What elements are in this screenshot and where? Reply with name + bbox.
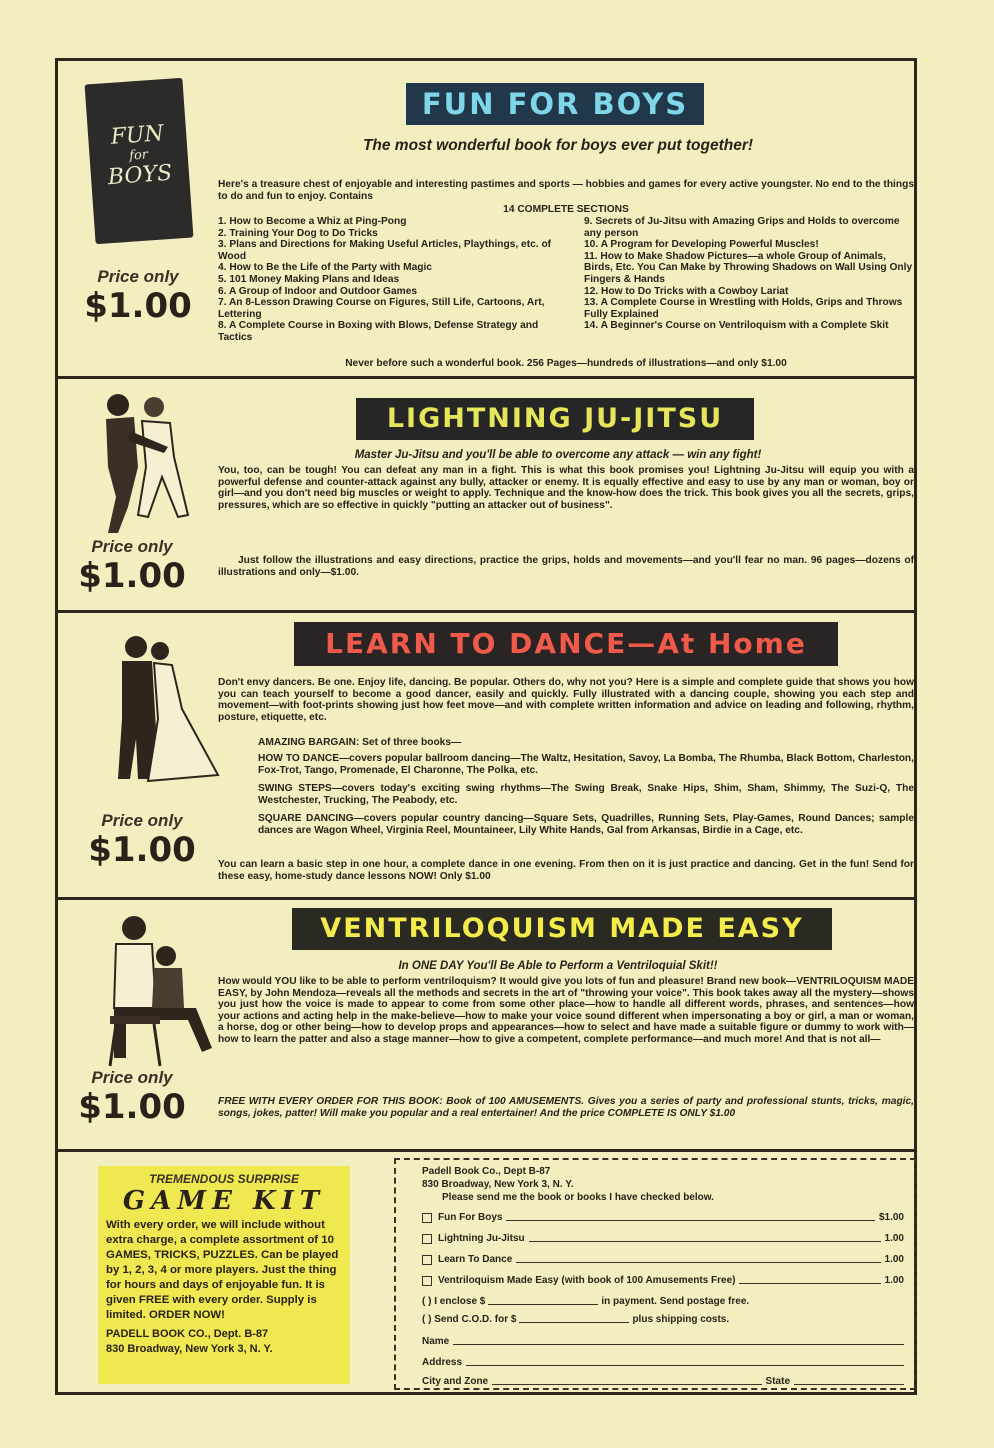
checkbox[interactable] <box>422 1234 432 1244</box>
list-item: 2. Training Your Dog to Do Tricks <box>218 227 378 239</box>
dance-closing: You can learn a basic step in one hour, a complete dance in one evening. From then on it is just practice and dancing. Get in the fun! Send for these easy, home-study dance lessons NOW! Only $1.00 <box>218 859 914 882</box>
dance-banner: LEARN TO DANCE—At Home <box>294 622 838 666</box>
list-item: 4. How to Be the Life of the Party with Magic <box>218 262 432 274</box>
ju-jitsu-body: You, too, can be tough! You can defeat any man in a fight. This is what this book promises you! Lightning Ju-Jitsu will equip you with a powerful defense and counter-attack against any bully, attacker or enemy. It is equally effective and easy to use by any man or woman, boy or girl—and you don't need big muscles or weight to apply. Technique and the know-how does the trick. This book gives you all the secrets, grips, pressures, which are so effective in quickly "putting an attacker out of business". <box>218 465 914 511</box>
ju-jitsu-price <box>72 537 192 595</box>
list-item: 12. How to Do Tricks with a Cowboy Lariat <box>584 285 789 297</box>
list-item: 1. How to Become a Whiz at Ping-Pong <box>218 216 407 227</box>
order-item-fun-for-boys[interactable] <box>422 1212 904 1223</box>
enclose-amount-field[interactable] <box>488 1304 598 1305</box>
order-item-label: Lightning Ju-Jitsu <box>438 1233 525 1244</box>
book-cover-title <box>87 120 189 193</box>
ventriloquist-illustration <box>86 908 226 1068</box>
dance-bargain: AMAZING BARGAIN: Set of three books— <box>258 737 462 748</box>
coupon-company: Padell Book Co., Dept B-87 <box>422 1166 551 1177</box>
price-value: $1.00 <box>84 286 192 326</box>
ventriloquism-banner: VENTRILOQUISM MADE EASY <box>292 908 832 950</box>
book-illustration <box>85 78 194 244</box>
game-kit-box <box>98 1166 350 1384</box>
dance-body: Don't envy dancers. Be one. Enjoy life, dancing. Be popular. Others do, why not you? Here is a simple and complete guide that shows you how you can teach yourself to become a good dancer, easily and quickly. Fully illustrated with a dancing couple, showing you each step and movement—with foot-prints showing just how feet move—and with complete written information and advice on leading and following, rhythm, posture, etiquette, etc. <box>218 677 914 723</box>
ventriloquism-section <box>58 900 914 1152</box>
option-bracket: ( ) <box>422 1296 435 1307</box>
checkbox[interactable] <box>422 1276 432 1286</box>
name-field[interactable] <box>453 1344 904 1345</box>
price-value: $1.00 <box>88 830 196 870</box>
state-field[interactable] <box>794 1384 904 1385</box>
city-state-row <box>422 1376 904 1387</box>
dance-book-3: SQUARE DANCING—covers popular country dancing—Square Sets, Quadrilles, Running Sets, Play-Games, Round Dances; sample dances are Wagon Wheel, Virginia Reel, Mountaineer, Lily White Hands, Gal from Arkansas, Birdie in a Cage, etc. <box>258 813 914 836</box>
list-item: 6. A Group of Indoor and Outdoor Games <box>218 285 418 297</box>
dance-section <box>58 613 914 900</box>
order-item-price: 1.00 <box>884 1233 904 1244</box>
name-label: Name <box>422 1336 450 1347</box>
dance-price <box>82 811 202 869</box>
sections-list-left <box>218 216 553 344</box>
order-item-label: Ventriloquism Made Easy (with book of 100 Amusements Free) <box>438 1275 736 1286</box>
ventriloquism-body: How would YOU like to be able to perform ventriloquism? It would give you lots of fun and pleasure! Brand new book—VENTRILOQUISM MADE EASY, by John Mendoza—reveals all the methods and secrets in the art of "throwing your voice". This book takes away all the mystery—shows you just how the voice is made to appear to come from some other place—how to handle all different words, phrases, and sentences—how your actions and acting help in the make-believe—how to make your voice sound different when impersonating a boy or girl, a man or woman, a horse, dog or other being—how to develop props and appearances—how to select and have made a suitable figure or dummy to work with—how to learn the patter and also a stage manner—how to give a competent, complete performance—and much more! And that is not all— <box>218 976 914 1045</box>
checkbox[interactable] <box>422 1255 432 1265</box>
game-kit-title: GAME KIT <box>122 1186 326 1216</box>
order-item-label: Learn To Dance <box>438 1254 513 1265</box>
list-item: 11. How to Make Shadow Pictures—a whole Group of Animals, Birds, Etc. You Can Make by Throwing Shadows on Wall Using Only Fingers & Hands <box>584 250 913 285</box>
list-item: 5. 101 Money Making Plans and Ideas <box>218 273 400 285</box>
enclose-label: I enclose $ <box>434 1296 486 1307</box>
book-title-line-3: BOYS <box>107 160 173 191</box>
leader-line <box>516 1262 880 1263</box>
price-label: Price only <box>91 1068 173 1087</box>
state-label: State <box>765 1376 790 1387</box>
cod-suffix: plus shipping costs. <box>632 1314 730 1325</box>
order-item-price: $1.00 <box>878 1212 904 1223</box>
address-label: Address <box>422 1357 463 1368</box>
order-item-price: 1.00 <box>884 1275 904 1286</box>
book-title-line-1: FUN <box>109 121 165 150</box>
city-label: City and Zone <box>422 1376 489 1387</box>
city-field[interactable] <box>492 1384 761 1385</box>
ju-jitsu-headline: Master Ju-Jitsu and you'll be able to overcome any attack — win any fight! <box>354 449 762 461</box>
checkbox[interactable] <box>422 1213 432 1223</box>
ju-jitsu-section <box>58 379 914 613</box>
list-item: 13. A Complete Course in Wrestling with Holds, Grips and Throws Fully Explained <box>584 297 903 320</box>
leader-line <box>506 1220 875 1221</box>
price-label: Price only <box>97 267 179 286</box>
order-item-price: 1.00 <box>884 1254 904 1265</box>
fun-for-boys-section <box>58 61 914 379</box>
address-field[interactable] <box>466 1365 904 1366</box>
price-value: $1.00 <box>78 1087 186 1127</box>
order-item-ventriloquism[interactable] <box>422 1275 904 1286</box>
book-title-line-2: for <box>128 147 149 164</box>
dance-book-2: SWING STEPS—covers today's exciting swing rhythms—The Swing Break, Snake Hips, Shim, Sham, Shimmy, The Suzi-Q, The Westchester, Trucking, The Peabody, etc. <box>258 783 914 806</box>
ventriloquism-headline: In ONE DAY You'll Be Able to Perform a Ventriloquial Skit!! <box>398 960 718 972</box>
fun-for-boys-intro: Here's a treasure chest of enjoyable and interesting pastimes and sports — hobbies and games for every active youngster. No end to the things to do and fun to enjoy. Contains <box>218 179 914 202</box>
ventriloquism-free-offer: FREE WITH EVERY ORDER FOR THIS BOOK: Book of 100 AMUSEMENTS. Gives you a series of party and professional stunts, tricks, magic, songs, jokes, patter! Will make you popular and a real entertainer! And the price COMPLETE IS ONLY $1.00 <box>218 1096 914 1119</box>
fun-for-boys-banner: FUN FOR BOYS <box>406 83 704 125</box>
fun-for-boys-headline: The most wonderful book for boys ever put together! <box>362 137 754 154</box>
ju-jitsu-closing: Just follow the illustrations and easy directions, practice the grips, holds and movements—and you'll fear no man. 96 pages—dozens of illustrations and only—$1.00. <box>218 555 914 578</box>
game-kit-body: With every order, we will include without extra charge, a complete assortment of 10 GAMES, TRICKS, PUZZLES. Can be played by 1, 2, 3, 4 or more players. Just the thing for hours and days of enjoyable fun. It is given FREE with every order. Supply is limited. ORDER NOW! <box>106 1219 339 1321</box>
order-coupon <box>394 1158 916 1390</box>
price-label: Price only <box>91 537 173 556</box>
order-item-ju-jitsu[interactable] <box>422 1233 904 1244</box>
option-bracket: ( ) <box>422 1314 435 1325</box>
ad-page <box>55 58 917 1395</box>
list-item: 14. A Beginner's Course on Ventriloquism with a Complete Skit <box>584 320 889 332</box>
dancing-couple-illustration <box>92 629 222 799</box>
game-kit-address-line-2: 830 Broadway, New York 3, N. Y. <box>106 1343 273 1355</box>
order-item-label: Fun For Boys <box>438 1212 503 1223</box>
cod-option[interactable] <box>422 1314 904 1325</box>
leader-line <box>739 1283 880 1284</box>
fun-for-boys-footer: Never before such a wonderful book. 256 Pages—hundreds of illustrations—and only $1.00 <box>345 358 787 369</box>
fun-for-boys-price <box>78 267 198 325</box>
list-item: 8. A Complete Course in Boxing with Blows, Defense Strategy and Tactics <box>218 320 539 343</box>
list-item: 7. An 8-Lesson Drawing Course on Figures, Still Life, Cartoons, Art, Lettering <box>218 297 545 320</box>
sections-list-right <box>584 216 914 332</box>
game-kit-address <box>106 1327 342 1357</box>
price-value: $1.00 <box>78 556 186 596</box>
dance-book-1: HOW TO DANCE—covers popular ballroom dancing—The Waltz, Hesitation, Savoy, La Bomba, The Rhumba, Black Bottom, Charleston, Fox-Trot, Tango, Promenade, El Charonne, The Polka, etc. <box>258 753 914 776</box>
address-row <box>422 1357 904 1368</box>
enclose-payment-option[interactable] <box>422 1296 904 1307</box>
ju-jitsu-banner: LIGHTNING JU-JITSU <box>356 398 754 440</box>
price-label: Price only <box>101 811 183 830</box>
sections-heading: 14 COMPLETE SECTIONS <box>503 204 629 215</box>
cod-amount-field[interactable] <box>519 1322 629 1323</box>
order-section <box>58 1152 914 1398</box>
cod-label: Send C.O.D. for $ <box>434 1314 517 1325</box>
game-kit-address-line-1: PADELL BOOK CO., Dept. B-87 <box>106 1328 269 1340</box>
game-kit-heading: TREMENDOUS SURPRISE <box>148 1172 300 1186</box>
order-item-dance[interactable] <box>422 1254 904 1265</box>
ju-jitsu-fighters-illustration <box>78 387 198 537</box>
coupon-address: 830 Broadway, New York 3, N. Y. <box>422 1179 574 1190</box>
name-row <box>422 1336 904 1347</box>
ventriloquism-price <box>72 1068 192 1126</box>
leader-line <box>529 1241 881 1242</box>
coupon-instruction: Please send me the book or books I have checked below. <box>442 1192 714 1203</box>
list-item: 3. Plans and Directions for Making Useful Articles, Playthings, etc. of Wood <box>218 239 552 262</box>
enclose-suffix: in payment. Send postage free. <box>601 1296 750 1307</box>
list-item: 9. Secrets of Ju-Jitsu with Amazing Grips and Holds to overcome any person <box>584 216 900 239</box>
list-item: 10. A Program for Developing Powerful Muscles! <box>584 239 819 251</box>
